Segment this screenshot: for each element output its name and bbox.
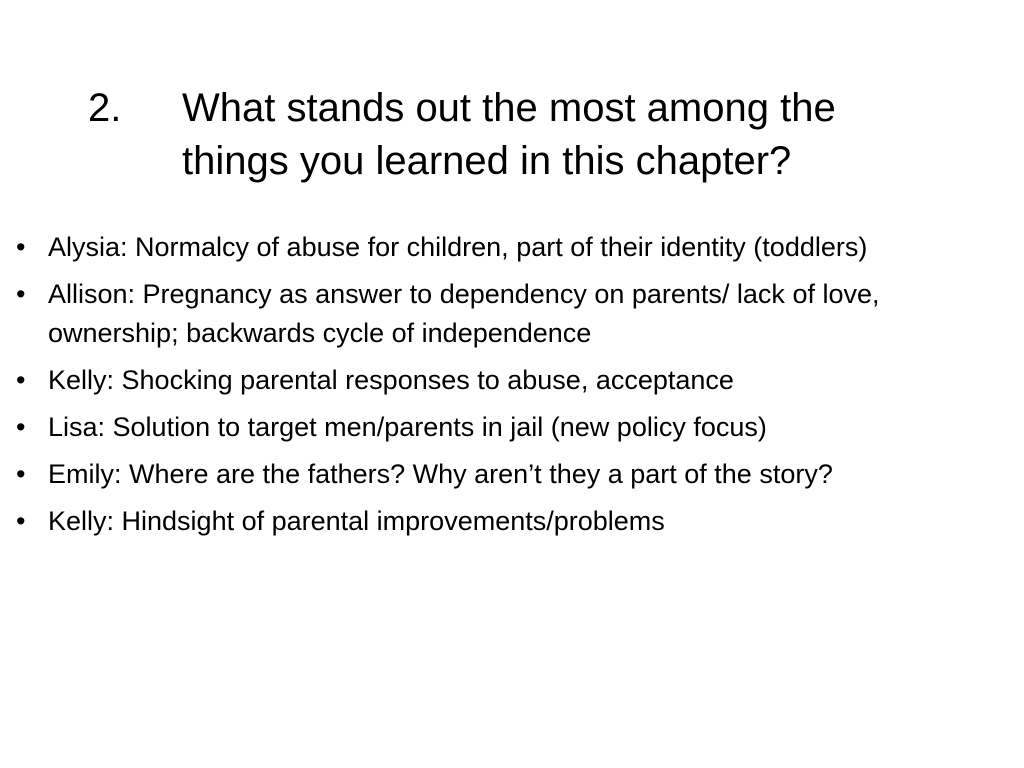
bullet-text: Kelly: Shocking parental responses to abuse, acceptance <box>48 365 734 395</box>
bullet-marker: • <box>16 279 26 309</box>
bullet-item <box>14 275 1004 353</box>
bullet-marker: • <box>16 459 26 489</box>
bullet-item <box>14 228 1004 267</box>
title-line-1: What stands out the most among the <box>182 86 836 130</box>
bullet-item <box>14 502 1004 541</box>
bullet-text: Lisa: Solution to target men/parents in jail (new policy focus) <box>48 412 767 442</box>
bullet-marker: • <box>16 506 26 536</box>
bullet-item <box>14 408 1004 447</box>
bullet-text: Alysia: Normalcy of abuse for children, part of their identity (toddlers) <box>48 232 868 262</box>
bullet-text: Emily: Where are the fathers? Why aren’t they a part of the story? <box>48 459 833 489</box>
bullet-item <box>14 361 1004 400</box>
bullet-text: Allison: Pregnancy as answer to dependency on parents/ lack of love, ownership; backwards cycle of independence <box>48 279 880 348</box>
bullet-list <box>14 228 1004 549</box>
title-line-2: things you learned in this chapter? <box>182 139 792 183</box>
bullet-marker: • <box>16 232 26 262</box>
bullet-marker: • <box>16 412 26 442</box>
bullet-item <box>14 455 1004 494</box>
bullet-marker: • <box>16 365 26 395</box>
title-number: 2. <box>88 86 122 130</box>
title-text <box>182 82 982 188</box>
bullet-text: Kelly: Hindsight of parental improvements/problems <box>48 506 665 536</box>
